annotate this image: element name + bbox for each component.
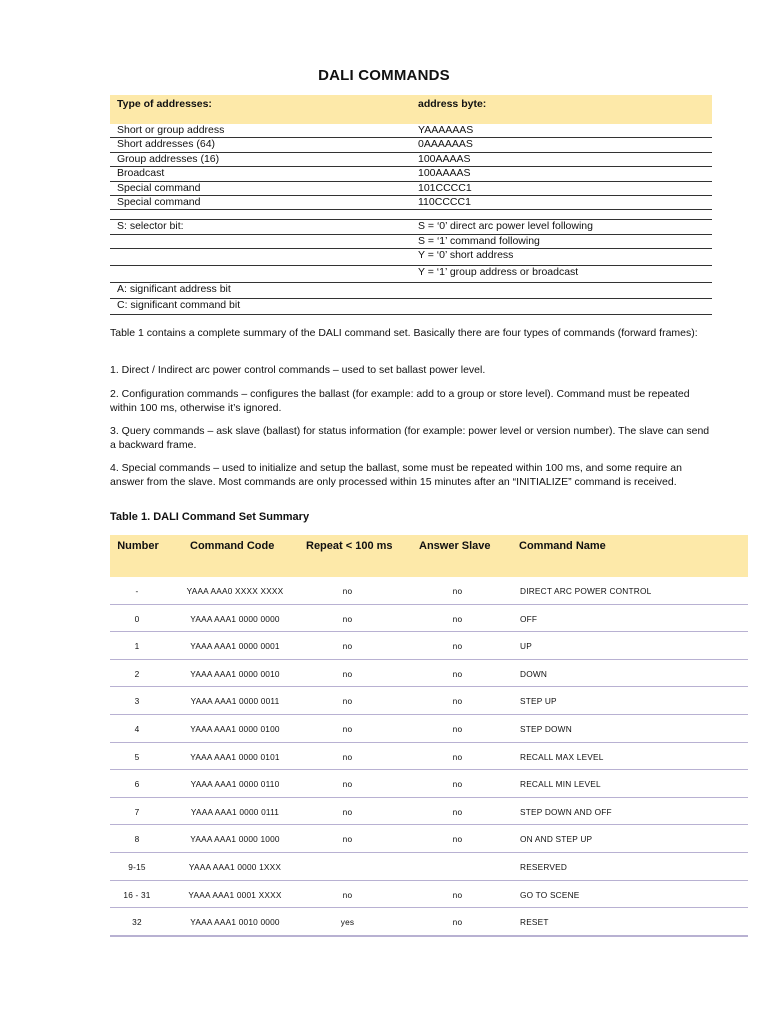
table-row <box>110 715 748 743</box>
cell-answer-slave: no <box>452 586 463 596</box>
address-type: Special command <box>117 195 201 208</box>
cell-repeat: no <box>342 586 353 596</box>
cell-answer-slave: no <box>452 779 463 790</box>
cell-command-name: RESET <box>520 917 549 928</box>
cell-command-code: YAAA AAA1 0000 0100 <box>190 723 280 734</box>
cell-answer-slave: no <box>452 641 463 652</box>
legend-row <box>110 283 712 299</box>
table-row <box>110 632 748 660</box>
table-row <box>110 798 748 826</box>
cell-number: 5 <box>134 751 140 762</box>
cell-command-code: YAAA AAA1 0000 0001 <box>190 641 280 652</box>
col-number: Number <box>117 540 159 552</box>
address-type: Broadcast <box>117 167 165 180</box>
address-type: Short addresses (64) <box>117 138 216 151</box>
legend-value: S = ‘0’ direct arc power level following <box>418 220 593 233</box>
legend-rows <box>110 220 712 315</box>
table-row <box>110 605 748 633</box>
cell-command-name: STEP DOWN AND OFF <box>520 806 612 817</box>
table-row <box>110 881 748 909</box>
address-row <box>110 138 712 152</box>
cell-number: 4 <box>134 723 140 734</box>
table-row <box>110 908 748 937</box>
legend-row <box>110 249 712 266</box>
cell-command-name: STEP DOWN <box>520 723 572 734</box>
command-rows <box>110 577 748 937</box>
cell-command-name: STEP UP <box>520 696 557 707</box>
cell-answer-slave: no <box>452 696 463 707</box>
cell-command-name: UP <box>520 641 532 652</box>
address-table-header <box>110 95 712 124</box>
cell-number: - <box>135 586 139 596</box>
cell-answer-slave: no <box>452 806 463 817</box>
cell-command-code: YAAA AAA1 0010 0000 <box>190 917 280 928</box>
cell-command-name: DOWN <box>520 668 548 679</box>
address-row <box>110 124 712 138</box>
cell-number: 9-15 <box>128 861 146 872</box>
cell-repeat: no <box>342 723 353 734</box>
paragraph-configuration-commands: 2. Configuration commands – configures the ballast (for example: add to a group or store level). Command must be repeated within 100 ms, otherwise it’s ignored. <box>110 388 690 414</box>
cell-answer-slave: no <box>452 751 463 762</box>
cell-number: 7 <box>134 806 140 817</box>
cell-repeat: no <box>342 696 353 707</box>
cell-command-name: ON AND STEP UP <box>520 834 593 845</box>
cell-command-code: YAAA AAA1 0000 0110 <box>190 779 280 790</box>
cell-number: 2 <box>134 668 140 679</box>
cell-repeat: no <box>342 613 353 624</box>
cell-command-name: RECALL MIN LEVEL <box>520 779 601 790</box>
cell-repeat: no <box>342 641 353 652</box>
cell-command-code: YAAA AAA1 0000 0000 <box>190 613 280 624</box>
legend-row <box>110 220 712 234</box>
cell-number: 1 <box>134 641 140 652</box>
address-byte: 0AAAAAAS <box>418 138 473 151</box>
cell-answer-slave: no <box>452 723 463 734</box>
address-rows <box>110 124 712 210</box>
table-caption: Table 1. DALI Command Set Summary <box>110 511 310 523</box>
cell-command-code: YAAA AAA1 0000 0011 <box>190 696 280 707</box>
address-byte: 101CCCC1 <box>418 181 472 194</box>
cell-repeat: no <box>342 834 353 845</box>
legend-value: Y = ‘0’ short address <box>418 249 514 262</box>
cell-command-code: YAAA AAA1 0000 1000 <box>190 834 280 845</box>
legend-row <box>110 299 712 315</box>
table-row <box>110 743 748 771</box>
page-title: DALI COMMANDS <box>318 67 450 84</box>
legend-label: A: significant address bit <box>117 283 231 296</box>
cell-number: 6 <box>134 779 140 790</box>
cell-number: 16 - 31 <box>123 889 151 900</box>
address-table <box>110 95 712 315</box>
col-repeat: Repeat < 100 ms <box>306 540 393 552</box>
cell-repeat: no <box>342 889 353 900</box>
address-byte: YAAAAAAS <box>418 124 474 136</box>
cell-repeat: no <box>342 668 353 679</box>
cell-repeat: yes <box>340 917 355 928</box>
address-type: Group addresses (16) <box>117 152 220 165</box>
cell-repeat: no <box>342 806 353 817</box>
address-table-divider <box>110 210 712 220</box>
header-address-byte: address byte: <box>418 98 487 110</box>
address-row <box>110 182 712 196</box>
col-command-name: Command Name <box>519 540 606 552</box>
paragraph-intro: Table 1 contains a complete summary of the DALI command set. Basically there are four types of commands (forward frames): <box>110 327 698 339</box>
table-row <box>110 577 748 605</box>
command-table <box>110 535 748 937</box>
cell-command-name: RECALL MAX LEVEL <box>520 751 604 762</box>
cell-answer-slave: no <box>452 889 463 900</box>
paragraph-special-commands: 4. Special commands – used to initialize and setup the ballast, some must be repeated within 100 ms, and some require an answer from the slave. Most commands are only processed within 15 minutes after an “INITIALIZE” command is received. <box>110 462 682 488</box>
legend-row <box>110 266 712 283</box>
cell-number: 0 <box>134 613 140 624</box>
table-row <box>110 660 748 688</box>
table-row <box>110 770 748 798</box>
cell-command-code: YAAA AAA1 0000 0101 <box>190 751 280 762</box>
legend-label: S: selector bit: <box>117 220 184 233</box>
cell-command-code: YAAA AAA1 0000 0111 <box>190 806 280 817</box>
cell-command-code: YAAA AAA1 0000 1XXX <box>188 861 282 872</box>
cell-answer-slave: no <box>452 613 463 624</box>
cell-answer-slave: no <box>452 917 463 928</box>
header-type-of-addresses: Type of addresses: <box>117 98 212 110</box>
cell-command-name: GO TO SCENE <box>520 889 580 900</box>
address-row <box>110 167 712 181</box>
cell-answer-slave: no <box>452 668 463 679</box>
paragraph-direct-commands: 1. Direct / Indirect arc power control commands – used to set ballast power level. <box>110 364 486 376</box>
col-answer-slave: Answer Slave <box>419 540 491 552</box>
legend-label: C: significant command bit <box>117 299 241 312</box>
table-row <box>110 853 748 881</box>
address-byte: 110CCCC1 <box>418 195 471 208</box>
address-type: Short or group address <box>117 124 225 136</box>
command-table-header <box>110 535 748 577</box>
cell-repeat: no <box>342 751 353 762</box>
cell-repeat: no <box>342 779 353 790</box>
legend-value: S = ‘1’ command following <box>418 234 540 247</box>
cell-command-code: YAAA AAA0 XXXX XXXX <box>186 586 284 596</box>
address-type: Special command <box>117 181 201 194</box>
cell-command-name: DIRECT ARC POWER CONTROL <box>520 586 652 596</box>
table-row <box>110 687 748 715</box>
cell-command-code: YAAA AAA1 0000 0010 <box>190 668 280 679</box>
cell-command-name: OFF <box>520 613 538 624</box>
cell-number: 32 <box>132 917 142 928</box>
paragraph-query-commands: 3. Query commands – ask slave (ballast) for status information (for example: power level or version number). The slave can send a backward frame. <box>110 425 710 451</box>
address-row <box>110 196 712 210</box>
table-row <box>110 825 748 853</box>
cell-number: 3 <box>134 696 140 707</box>
cell-number: 8 <box>134 834 140 845</box>
address-byte: 100AAAAS <box>418 152 471 165</box>
cell-command-name: RESERVED <box>520 861 568 872</box>
cell-command-code: YAAA AAA1 0001 XXXX <box>188 889 282 900</box>
legend-value: Y = ‘1’ group address or broadcast <box>418 266 579 279</box>
address-row <box>110 153 712 167</box>
cell-answer-slave: no <box>452 834 463 845</box>
col-command-code: Command Code <box>190 540 275 552</box>
legend-row <box>110 235 712 249</box>
address-byte: 100AAAAS <box>418 167 471 180</box>
